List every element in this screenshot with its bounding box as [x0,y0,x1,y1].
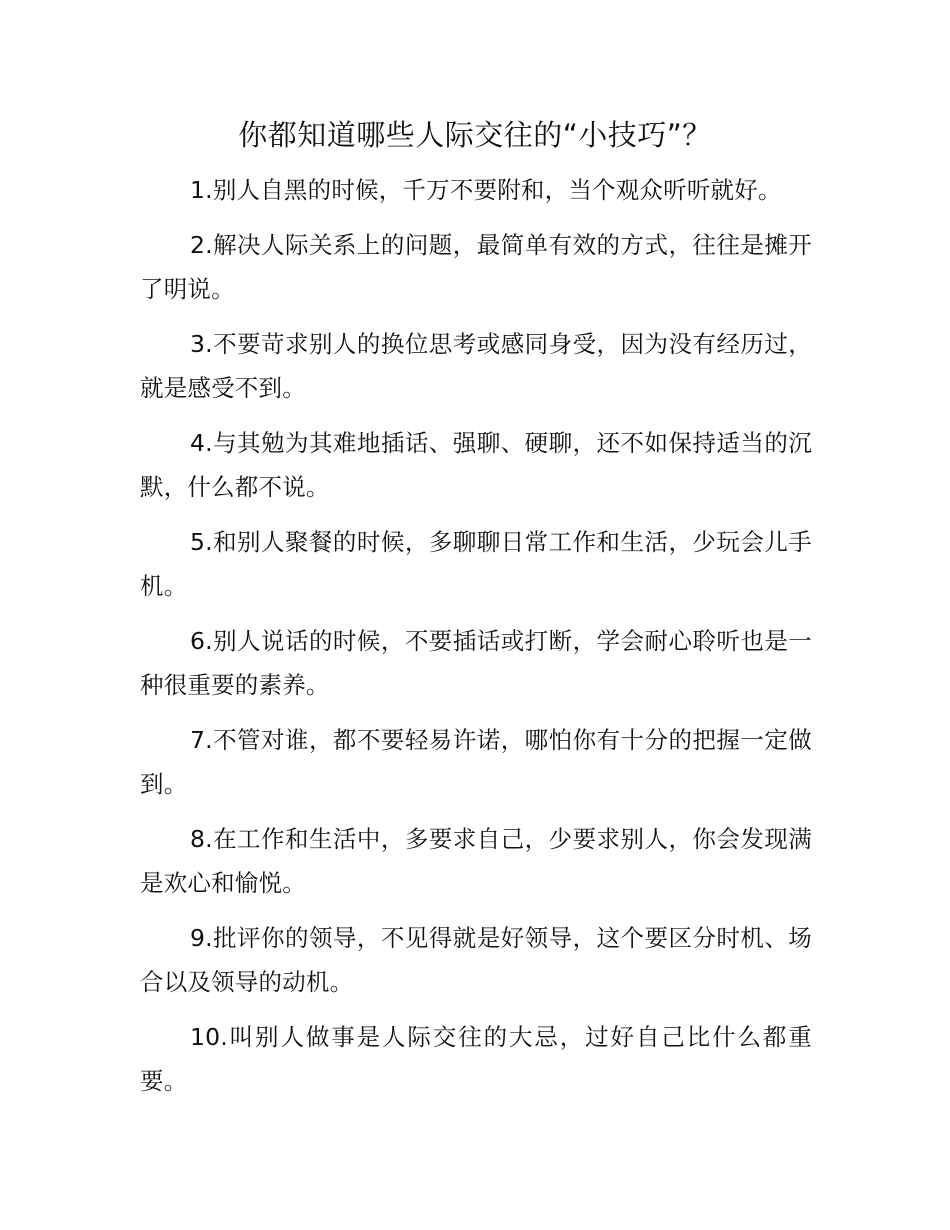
tip-paragraph-6: 6.别人说话的时候，不要插话或打断，学会耐心聆听也是一种很重要的素养。 [140,627,812,699]
tip-paragraph-10: 10.叫别人做事是人际交往的大忌，过好自己比什么都重要。 [140,1023,812,1095]
tip-paragraph-1: 1.别人自黑的时候，千万不要附和，当个观众听听就好。 [190,176,782,204]
tip-paragraph-7: 7.不管对谁，都不要轻易许诺，哪怕你有十分的把握一定做到。 [140,726,812,798]
tip-paragraph-3: 3.不要苛求别人的换位思考或感同身受，因为没有经历过，就是感受不到。 [140,330,812,402]
tip-paragraph-4: 4.与其勉为其难地插话、强聊、硬聊，还不如保持适当的沉默，什么都不说。 [140,429,812,501]
tip-paragraph-2: 2.解决人际关系上的问题，最简单有效的方式，往往是摊开了明说。 [140,231,812,303]
tip-paragraph-8: 8.在工作和生活中，多要求自己，少要求别人，你会发现满是欢心和愉悦。 [140,825,812,897]
document-title: 你都知道哪些人际交往的“小技巧”？ [238,118,712,152]
tip-paragraph-9: 9.批评你的领导，不见得就是好领导，这个要区分时机、场合以及领导的动机。 [140,924,812,996]
document-body [140,168,812,1114]
tip-paragraph-5: 5.和别人聚餐的时候，多聊聊日常工作和生活，少玩会儿手机。 [140,528,812,600]
